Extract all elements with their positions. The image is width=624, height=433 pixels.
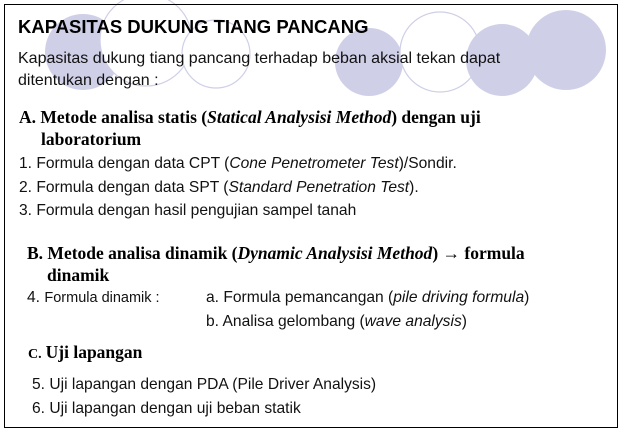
item-2-num: 2. (19, 179, 33, 196)
item-2-text: Formula dengan data SPT ( (36, 179, 229, 196)
item-4-num: 4. (27, 289, 41, 306)
intro-text: Kapasitas dukung tiang pancang terhadap beban aksial tekan dapat ditentukan dengan : (18, 50, 501, 89)
list-item-4a (206, 289, 529, 307)
item-4-label: Formula dinamik : (44, 290, 160, 306)
item-2-italic: Standard Penetration Test (228, 179, 410, 196)
section-b-line2: dinamik (47, 265, 110, 285)
item-5-text: Uji lapangan dengan PDA (Pile Driver Analysis) (49, 376, 377, 393)
arrow-icon: → (442, 243, 461, 263)
section-c-letter: C. (28, 347, 42, 362)
item-4b-text: Analisa gelombang ( (222, 313, 365, 330)
item-6-text: Uji lapangan dengan uji beban statik (49, 400, 301, 417)
list-item-5 (32, 376, 376, 394)
item-6-num: 6. (32, 400, 46, 417)
list-item-4 (27, 289, 160, 307)
item-4b-prefix: b. (206, 313, 220, 330)
list-item-6 (32, 400, 301, 418)
item-4a-italic: pile driving formula (393, 289, 525, 306)
item-4a-after: ) (524, 289, 530, 306)
list-item-1 (19, 155, 457, 173)
section-c-heading (28, 342, 142, 363)
item-1-num: 1. (19, 155, 33, 172)
section-c-text: Uji lapangan (45, 342, 143, 362)
item-1-italic: Cone Penetrometer Test (229, 155, 399, 172)
section-a-heading (19, 106, 579, 150)
item-4a-prefix: a. (206, 289, 220, 306)
page-title: KAPASITAS DUKUNG TIANG PANCANG (18, 16, 369, 37)
item-1-text: Formula dengan data CPT ( (36, 155, 230, 172)
list-item-3 (19, 202, 356, 220)
list-item-4b (206, 313, 467, 331)
item-3-num: 3. (19, 202, 33, 219)
item-1-after: )/Sondir. (398, 155, 457, 172)
item-5-num: 5. (32, 376, 46, 393)
section-a-line2: laboratorium (41, 129, 142, 149)
item-4a-text: Formula pemancangan ( (223, 289, 394, 306)
item-4b-after: ) (461, 313, 467, 330)
section-a-italic: Statical Analysisi Method (207, 107, 392, 127)
section-b-after: formula (460, 243, 525, 263)
item-3-text: Formula dengan hasil pengujian sampel tanah (36, 202, 357, 219)
section-b-heading (27, 242, 597, 286)
section-b-suffix: ) (432, 243, 439, 263)
section-a-prefix: A. Metode analisa statis ( (19, 107, 208, 127)
list-item-2 (19, 179, 419, 197)
section-b-italic: Dynamic Analysisi Method (237, 243, 433, 263)
item-2-after: ). (409, 179, 419, 196)
section-a-suffix: ) dengan uji (391, 107, 481, 127)
section-b-prefix: B. Metode analisa dinamik ( (27, 243, 238, 263)
item-4b-italic: wave analysis (364, 313, 462, 330)
